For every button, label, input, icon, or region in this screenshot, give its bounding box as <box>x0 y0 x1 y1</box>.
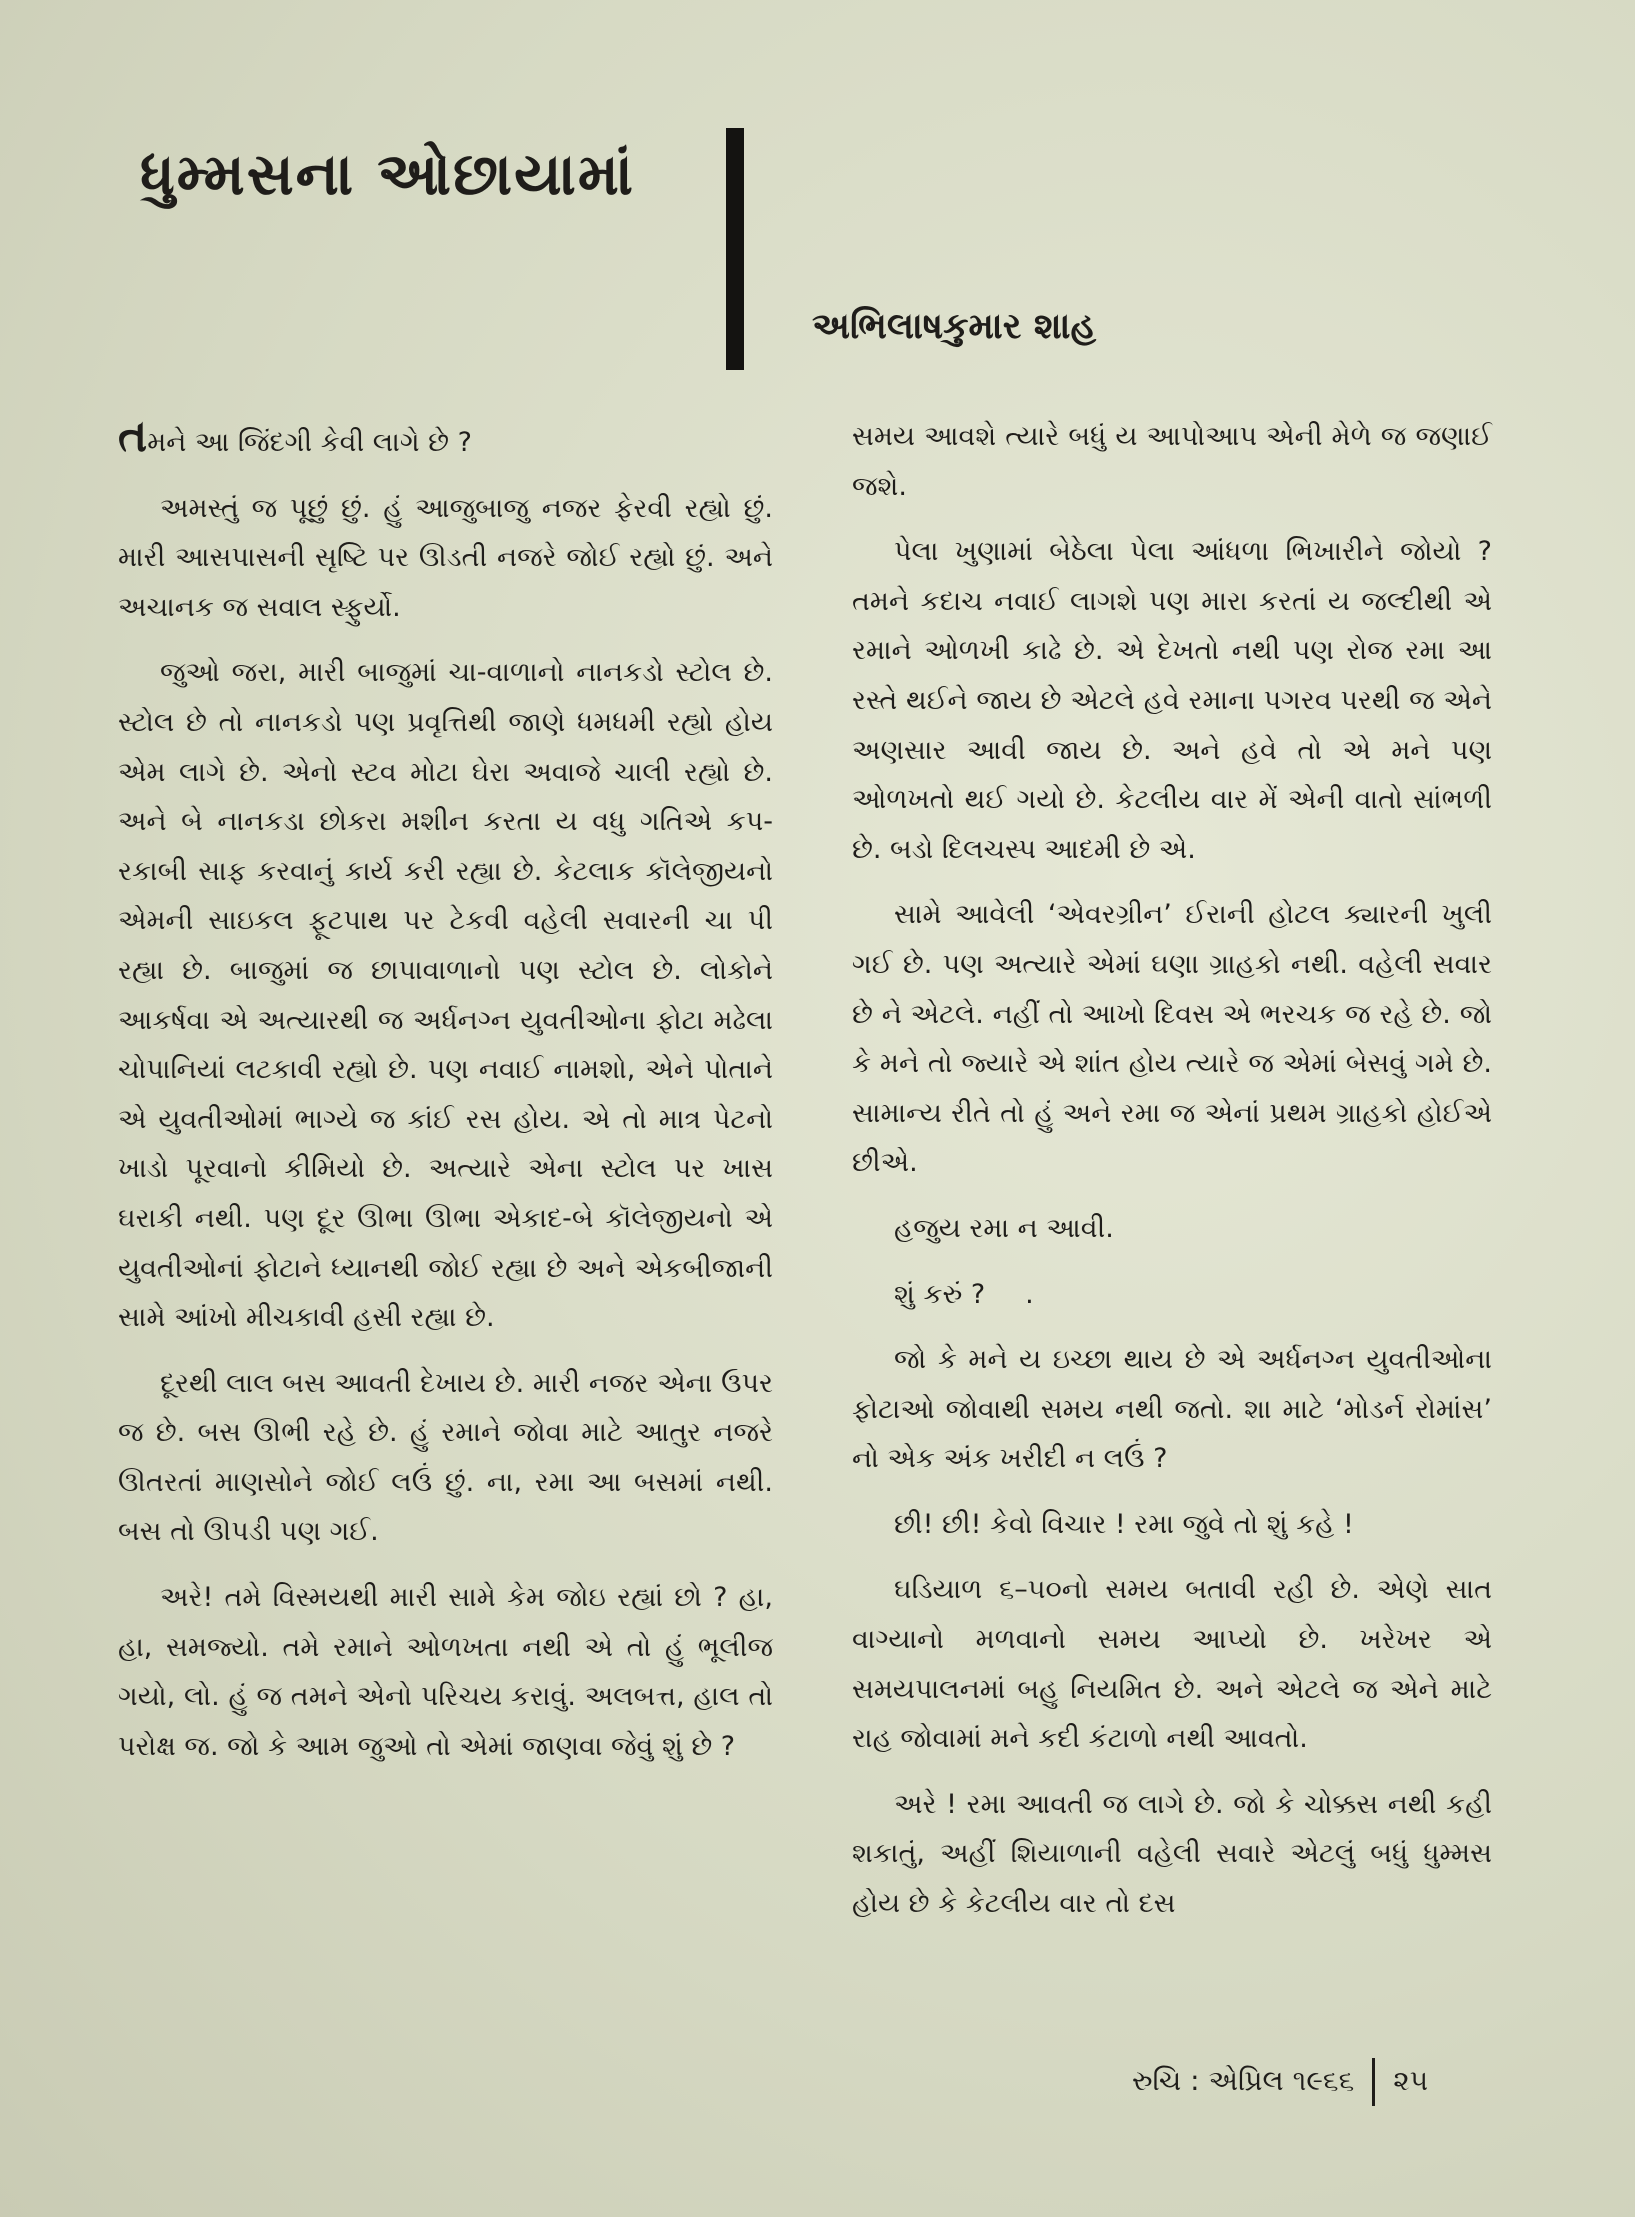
right-text-column <box>852 412 1492 1945</box>
paragraph <box>852 1270 1492 1320</box>
paragraph: અરે ! રમા આવતી જ લાગે છે. જો કે ચોક્કસ નથી કહી શકાતું, અહીં શિયાળાની વહેલી સવારે એટલું બધું ધુમ્મસ હોય છે કે કેટલીય વાર તો દસ <box>852 1788 1492 1920</box>
stray-mark: . <box>1025 1278 1034 1310</box>
page-footer <box>1132 2058 1428 2106</box>
title-divider-bar <box>726 128 744 370</box>
paragraph: પેલા ખુણામાં બેઠેલા પેલા આંધળા ભિખારીને જોયો ? તમને કદાચ નવાઈ લાગશે પણ મારા કરતાં ય જલ્દીથી એ રમાને ઓળખી કાઢે છે. એ દેખતો નથી પણ રોજ રમા આ રસ્તે થઈને જાય છે એટલે હવે રમાના પગરવ પરથી જ એને અણસાર આવી જાય છે. અને હવે તો એ મને પણ ઓળખતો થઈ ગયો છે. કેટલીય વાર મેં એની વાતો સાંભળી છે. બડો દિલચસ્પ આદમી છે એ. <box>852 536 1492 865</box>
paragraph: અરે! તમે વિસ્મયથી મારી સામે કેમ જોઇ રહ્યાં છો ? હા, હા, સમજ્યો. તમે રમાને ઓળખતા નથી એ તો હું ભૂલીજ ગયો, લો. હું જ તમને એનો પરિચય કરાવું. અલબત્ત, હાલ તો પરોક્ષ જ. જો કે આમ જુઓ તો એમાં જાણવા જેવું શું છે ? <box>118 1582 773 1762</box>
page-number: ૨૫ <box>1393 2064 1429 2097</box>
drop-cap: ત <box>118 411 148 462</box>
paragraph: સામે આવેલી ‘એવરગ્રીન’ ઈરાની હોટલ ક્યારની ખુલી ગઈ છે. પણ અત્યારે એમાં ઘણા ગ્રાહકો નથી. વહેલી સવાર છે ને એટલે. નહીં તો આખો દિવસ એ ભરચક જ રહે છે. જો કે મને તો જ્યારે એ શાંત હોય ત્યારે જ એમાં બેસવું ગમે છે. સામાન્ય રીતે તો હું અને રમા જ એનાં પ્રથમ ગ્રાહકો હોઈએ છીએ. <box>852 899 1492 1179</box>
paragraph: સમય આવશે ત્યારે બધું ય આપોઆપ એની મેળે જ જણાઈ જશે. <box>852 421 1492 502</box>
paragraph: જો કે મને ય ઇચ્છા થાય છે એ અર્ધનગ્ન યુવતીઓના ફોટાઓ જોવાથી સમય નથી જતો. શા માટે ‘મોડર્ન રોમાંસ’ નો એક અંક ખરીદી ન લઉં ? <box>852 1344 1492 1475</box>
paragraph-text: શું કરું ? <box>894 1278 986 1310</box>
paragraph: દૂરથી લાલ બસ આવતી દેખાય છે. મારી નજર એના ઉપર જ છે. બસ ઊભી રહે છે. હું રમાને જોવા માટે આતુર નજરે ઊતરતાં માણસોને જોઈ લઉં છું. ના, રમા આ બસમાં નથી. બસ તો ઊપડી પણ ગઈ. <box>118 1367 773 1548</box>
paragraph-text: મને આ જિંદગી કેવી લાગે છે ? <box>147 427 472 458</box>
article-title: ધુમ્મસના ઓછાયામાં <box>140 140 635 208</box>
paragraph: ઘડિયાળ ૬–૫૦નો સમય બતાવી રહી છે. એણે સાત વાગ્યાનો મળવાનો સમય આપ્યો છે. ખરેખર એ સમયપાલનમાં બહુ નિયમિત છે. અને એટલે જ એને માટે રાહ જોવામાં મને કદી કંટાળો નથી આવતો. <box>852 1574 1492 1755</box>
left-text-column <box>118 412 773 1787</box>
paragraph: હજુય રમા ન આવી. <box>894 1212 1114 1244</box>
paragraph: અમસ્તું જ પૂછું છું. હું આજુબાજુ નજર ફેરવી રહ્યો છું. મારી આસપાસની સૃષ્ટિ પર ઊડતી નજરે જોઈ રહ્યો છું. અને અચાનક જ સવાલ સ્ફુર્યો. <box>118 492 773 623</box>
paragraph <box>118 412 773 468</box>
article-author: અભિલાષકુમાર શાહ <box>812 306 1097 347</box>
footer-divider <box>1372 2058 1375 2106</box>
paragraph: જુઓ જરા, મારી બાજુમાં ચા-વાળાનો નાનકડો સ્ટોલ છે. સ્ટોલ છે તો નાનકડો પણ પ્રવૃત્તિથી જાણે ધમધમી રહ્યો હોય એમ લાગે છે. એનો સ્ટવ મોટા ઘેરા અવાજે ચાલી રહ્યો છે. અને બે નાનકડા છોકરા મશીન કરતા ય વધુ ગતિએ કપ-રકાબી સાફ કરવાનું કાર્ય કરી રહ્યા છે. કેટલાક કૉલેજીયનો એમની સાઇકલ ફૂટપાથ પર ટેકવી વહેલી સવારની ચા પી રહ્યા છે. બાજુમાં જ છાપાવાળાનો પણ સ્ટોલ છે. લોકોને આકર્ષવા એ અત્યારથી જ અર્ધનગ્ન યુવતીઓના ફોટા મઢેલા ચોપાનિયાં લટકાવી રહ્યો છે. પણ નવાઈ નામશો, એને પોતાને એ યુવતીઓમાં ભાગ્યે જ કાંઈ રસ હોય. એ તો માત્ર પેટનો ખાડો પૂરવાનો કીમિયો છે. અત્યારે એના સ્ટોલ પર ખાસ ઘરાકી નથી. પણ દૂર ઊભા ઊભા એકાદ-બે કૉલેજીયનો એ યુવતીઓનાં ફોટાને ધ્યાનથી જોઈ રહ્યા છે અને એકબીજાની સામે આંખો મીચકાવી હસી રહ્યા છે. <box>118 657 773 1334</box>
magazine-issue: રુચિ : એપ્રિલ ૧૯૬૬ <box>1132 2064 1355 2097</box>
paragraph: છી! છી! કેવો વિચાર ! રમા જુવે તો શું કહે ! <box>894 1508 1354 1540</box>
